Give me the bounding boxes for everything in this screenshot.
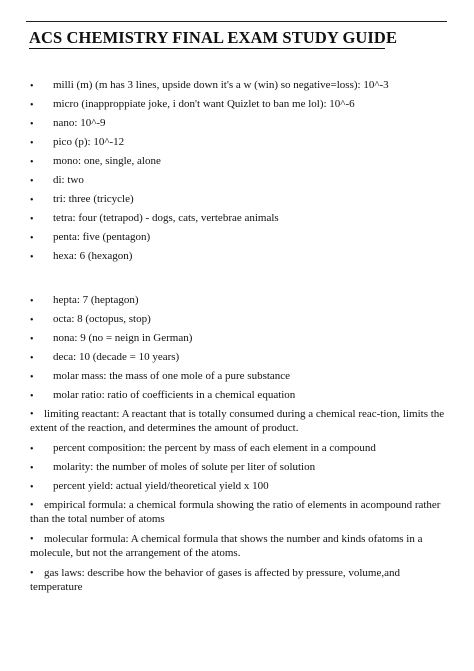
top-rule <box>26 21 447 22</box>
list-item <box>30 480 450 499</box>
definition-list <box>0 294 474 601</box>
list-item <box>30 313 450 332</box>
list-item-text: hexa: 6 (hexagon) <box>53 250 133 262</box>
bullet: • <box>30 409 34 420</box>
list-item <box>30 155 450 174</box>
list-item <box>30 250 450 269</box>
bullet: • <box>30 81 34 92</box>
bullet: • <box>30 463 34 474</box>
list-item-text: mono: one, single, alone <box>53 155 161 167</box>
list-item-text: tri: three (tricycle) <box>53 193 134 205</box>
list-item <box>30 231 450 250</box>
bullet: • <box>30 100 34 111</box>
bullet: • <box>30 568 34 579</box>
list-item-text: molar mass: the mass of one mole of a pure substance <box>53 370 291 382</box>
list-item-text: molar ratio: ratio of coefficients in a chemical equation <box>53 389 296 401</box>
list-item-empirical-formula <box>30 499 450 526</box>
bullet: • <box>30 233 34 244</box>
list-item <box>30 370 450 389</box>
list-item <box>30 79 450 98</box>
list-item-text: gas laws: describe how the behavior of gases is affected by pressure, volume,and temperature <box>30 567 400 593</box>
list-item-text: penta: five (pentagon) <box>53 231 151 243</box>
list-item-text: micro (inapproppiate joke, i don't want Quizlet to ban me lol): 10^-6 <box>53 98 355 110</box>
list-item-gas-laws <box>30 567 450 594</box>
bullet: • <box>30 138 34 149</box>
list-item <box>30 98 450 117</box>
bullet: • <box>30 157 34 168</box>
list-item <box>30 212 450 231</box>
list-item-text: hepta: 7 (heptagon) <box>53 294 139 306</box>
list-item-text: pico (p): 10^-12 <box>53 136 125 148</box>
bullet: • <box>30 391 34 402</box>
bullet: • <box>30 176 34 187</box>
list-item <box>30 351 450 370</box>
bullet: • <box>30 353 34 364</box>
bullet: • <box>30 334 34 345</box>
list-item-text: deca: 10 (decade = 10 years) <box>53 351 180 363</box>
bullet: • <box>30 482 34 493</box>
list-item <box>30 442 450 461</box>
list-item <box>30 389 450 408</box>
bullet: • <box>30 534 34 545</box>
list-item <box>30 136 450 155</box>
list-item <box>30 174 450 193</box>
bullet: • <box>30 315 34 326</box>
list-item-text: limiting reactant: A reactant that is totally consumed during a chemical reac-tion, limits the extent of the reaction, and determines the amount of product. <box>30 408 445 434</box>
list-item-text: di: two <box>53 174 84 186</box>
list-item-text: milli (m) (m has 3 lines, upside down it's a w (win) so negative=loss): 10^-3 <box>53 79 389 91</box>
list-item-text: percent composition: the percent by mass of each element in a compound <box>53 442 376 454</box>
bullet: • <box>30 372 34 383</box>
list-item-text: empirical formula: a chemical formula showing the ratio of elements in acompound rather than the total number of atoms <box>30 499 441 525</box>
list-item-molecular-formula <box>30 533 450 560</box>
list-item <box>30 461 450 480</box>
bullet: • <box>30 500 34 511</box>
bullet: • <box>30 296 34 307</box>
bullet: • <box>30 119 34 130</box>
page-title: ACS CHEMISTRY FINAL EXAM STUDY GUIDE <box>29 28 398 47</box>
list-item <box>30 117 450 136</box>
prefix-list-1 <box>0 79 474 269</box>
list-item-text: octa: 8 (octopus, stop) <box>53 313 151 325</box>
bullet: • <box>30 444 34 455</box>
list-item <box>30 294 450 313</box>
list-item-text: molecular formula: A chemical formula that shows the number and kinds ofatoms in a molecule, but not the arrangement of the atoms. <box>30 533 423 559</box>
list-item-text: nano: 10^-9 <box>53 117 106 129</box>
bullet: • <box>30 252 34 263</box>
list-item-text: tetra: four (tetrapod) - dogs, cats, vertebrae animals <box>53 212 279 224</box>
list-item-text: molarity: the number of moles of solute per liter of solution <box>53 461 316 473</box>
list-item <box>30 332 450 351</box>
list-item-limiting-reactant <box>30 408 450 435</box>
list-item-text: nona: 9 (no = neign in German) <box>53 332 193 344</box>
bullet: • <box>30 195 34 206</box>
bullet: • <box>30 214 34 225</box>
list-item <box>30 193 450 212</box>
title-underline <box>29 48 385 49</box>
list-item-text: percent yield: actual yield/theoretical yield x 100 <box>53 480 269 492</box>
